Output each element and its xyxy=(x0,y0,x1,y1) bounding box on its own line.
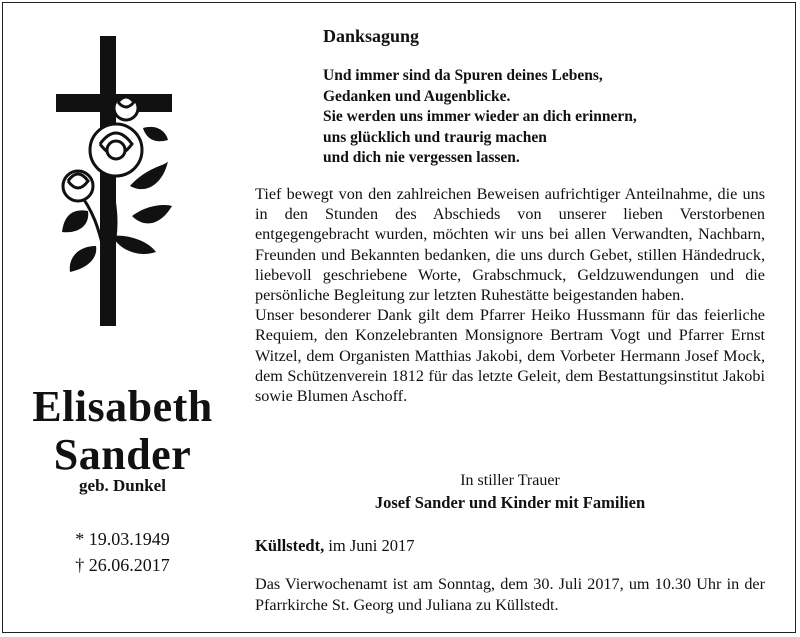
poem xyxy=(323,66,637,169)
mourners: Josef Sander und Kinder mit Familien xyxy=(374,493,646,512)
heading: Danksagung xyxy=(323,26,420,46)
life-dates xyxy=(0,526,245,578)
first-name: Elisabeth xyxy=(32,382,213,431)
mourning-line: In stiller Trauer xyxy=(460,472,560,489)
poem-line: uns glücklich und traurig machen xyxy=(323,128,547,146)
place-date xyxy=(255,536,415,556)
service-notice: Das Vierwochenamt ist am Sonntag, dem 30. Juli 2017, um 10.30 Uhr in der Pfarrkirche St. Georg und Juliana zu Küllstedt. xyxy=(255,575,765,614)
death-date: † 26.06.2017 xyxy=(75,555,170,575)
date: im Juni 2017 xyxy=(324,536,415,555)
birth-date: * 19.03.1949 xyxy=(75,529,170,549)
poem-line: Gedanken und Augenblicke. xyxy=(323,87,511,105)
cross-with-roses-icon xyxy=(48,36,178,326)
left-column xyxy=(0,0,245,637)
maiden-name: geb. Dunkel xyxy=(79,476,166,495)
thanks-paragraph: Tief bewegt von den zahlreichen Beweisen aufrichtiger Anteilnahme, die uns in den Stunden des Abschieds von unserer lieben Verstorbenen entgegengebracht wurden, möchten wir uns bei allen Verwandten, Nachbarn, Freunden und Bekannten bedanken, die uns durch Gebet, stillen Händedruck, liebevoll geschriebene Worte, Grabschmuck, Geldzuwendungen und die persönliche Begleitung zur letzten Ruhestätte beigestanden haben. xyxy=(255,185,765,305)
thanks-paragraph: Unser besonderer Dank gilt dem Pfarrer Heiko Hussmann für das feierliche Requiem, den Konzelebranten Monsignore Bertram Vogt und Pfarrer Ernst Witzel, dem Organisten Matthias Jakobi, dem Vorbeter Hermann Josef Mock, dem Schützenverein 1812 für das letzte Geleit, dem Bestattungsinstitut Jakobi sowie Blumen Aschoff. xyxy=(255,306,765,406)
place: Küllstedt, xyxy=(255,536,325,555)
last-name: Sander xyxy=(53,430,192,479)
poem-line: und dich nie vergessen lassen. xyxy=(323,149,520,166)
poem-line: Sie werden uns immer wieder an dich erinnern, xyxy=(323,108,637,125)
thanks-text xyxy=(255,184,765,406)
poem-line: Und immer sind da Spuren deines Lebens, xyxy=(323,67,603,84)
